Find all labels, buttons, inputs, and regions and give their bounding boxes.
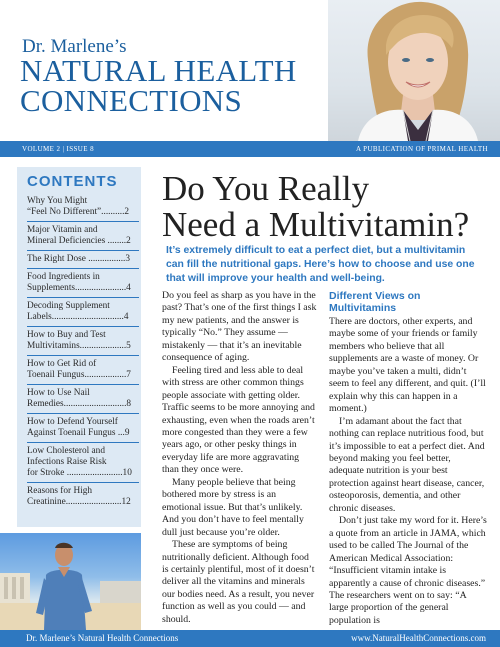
contents-sidebar	[17, 167, 141, 527]
toc-item[interactable]	[27, 251, 139, 269]
article-column-1	[162, 290, 317, 626]
author-portrait-photo	[328, 0, 500, 141]
toc-item-text: Food Ingredients in	[27, 272, 100, 282]
toc-item-text: Why You Might	[27, 196, 88, 206]
masthead-title-line1: NATURAL HEALTH	[20, 53, 297, 88]
beach-man-photo	[0, 533, 141, 630]
toc-item-text: How to Get Rid of	[27, 359, 97, 369]
toc-item[interactable]	[27, 222, 139, 251]
publisher-label: A PUBLICATION OF PRIMAL HEALTH	[355, 145, 488, 153]
issue-label: VOLUME 2 | ISSUE 8	[22, 145, 94, 153]
article-title-line2: Need a Multivitamin?	[162, 205, 470, 244]
toc-item-text: How to Defend Yourself	[27, 417, 118, 427]
issue-band	[0, 141, 500, 157]
toc-item-text: “Feel No Different”..........2	[27, 207, 130, 217]
toc-item[interactable]	[27, 193, 139, 222]
toc-item-text: Major Vitamin and	[27, 225, 98, 235]
paragraph: Do you feel as sharp as you have in the past? That’s one of the first things I ask my new patients, and the answer is typically “No.” They assume — mistakenly — that it’s an inevitable consequence of aging.	[162, 290, 317, 364]
toc-item-text: Against Toenail Fungus ...9	[27, 428, 130, 438]
toc-item-text: The Right Dose ................3	[27, 254, 131, 264]
paragraph: Many people believe that being bothered more by stress is an emotional issue. But that’s unlikely. And you don’t have to feel mentally dull just because you’re older.	[162, 476, 304, 538]
toc-item-text: Toenail Fungus..................7	[27, 370, 131, 380]
toc-item-text: Remedies...........................8	[27, 399, 132, 409]
toc-item-text: Supplements......................4	[27, 283, 131, 293]
paragraph: Feeling tired and less able to deal with stress are other common things people associate with getting older. Traffic seems to be more annoying and exhausting, even when the roads aren’t more congested than they were a few years ago, or other pesky things in everyday life are more aggravating than they once were.	[162, 364, 315, 476]
paragraph: There are doctors, other experts, and maybe some of your friends or family members who believe that all supplements are a waste of money. Or maybe you’ve taken a multi, didn’t seem to feel any different, and quit. (I’ll explain why this can happen in a moment.)	[329, 316, 486, 415]
paragraph: Don’t just take my word for it. Here’s a quote from an article in JAMA, which used to be called The Journal of the American Medical Association: “Insufficient vitamin intake is apparently a cause of chronic diseases.” The researchers went on to say: “A large proportion of the general population is	[329, 515, 487, 626]
footer-publication-name: Dr. Marlene’s Natural Health Connections	[26, 633, 179, 643]
toc-item[interactable]	[27, 356, 139, 385]
toc-item-text: Labels...............................4	[27, 312, 129, 322]
contents-heading: CONTENTS	[27, 173, 118, 190]
toc-item-text: Creatinine........................12	[27, 497, 131, 507]
toc-item[interactable]	[27, 483, 139, 511]
toc-item-text: Reasons for High	[27, 486, 93, 496]
toc-item[interactable]	[27, 298, 139, 327]
footer-bar	[0, 630, 500, 647]
paragraph: I’m adamant about the fact that nothing can replace nutritious food, but it’s impossible to eat a perfect diet. And beyond making you feel better, adequate nutrition is your best protection against heart disease, cancer, osteoporosis, dementia, and other chronic diseases.	[329, 415, 485, 514]
toc-item[interactable]	[27, 443, 139, 483]
article-title-line1: Do You Really	[162, 169, 370, 208]
contents-list	[27, 193, 139, 511]
toc-item[interactable]	[27, 414, 139, 443]
masthead-title-line2: CONNECTIONS	[20, 83, 243, 118]
toc-item-text: How to Use Nail	[27, 388, 90, 398]
paragraph: These are symptoms of being nutritionally deficient. Although food is certainly plentiful, most of it doesn’t deliver all the vitamins and minerals our bodies need. As a result, you never function as well as you could — and should.	[162, 539, 315, 625]
toc-item[interactable]	[27, 327, 139, 356]
toc-item-text: Multivitamins....................5	[27, 341, 131, 351]
toc-item[interactable]	[27, 269, 139, 298]
toc-item-text: How to Buy and Test	[27, 330, 106, 340]
section-heading: Different Views on Multivitamins	[329, 290, 421, 314]
toc-item-text: Mineral Deficiencies ........2	[27, 236, 131, 246]
toc-item-text: Decoding Supplement	[27, 301, 110, 311]
toc-item-text: Infections Raise Risk	[27, 457, 107, 467]
toc-item[interactable]	[27, 385, 139, 414]
article-column-2	[329, 290, 487, 627]
masthead	[0, 0, 500, 141]
toc-item-text: Low Cholesterol and	[27, 446, 105, 456]
footer-website-link[interactable]: www.NaturalHealthConnections.com	[351, 633, 486, 643]
toc-item-text: for Stroke ........................10	[27, 468, 132, 478]
masthead-small-title: Dr. Marlene’s	[22, 36, 127, 57]
article-subtitle: It’s extremely difficult to eat a perfect diet, but a multivitamin can fill the nutritional gaps. Here’s how to choose and use one that will improve your health and well-being.	[166, 245, 475, 284]
article-title	[162, 171, 469, 243]
